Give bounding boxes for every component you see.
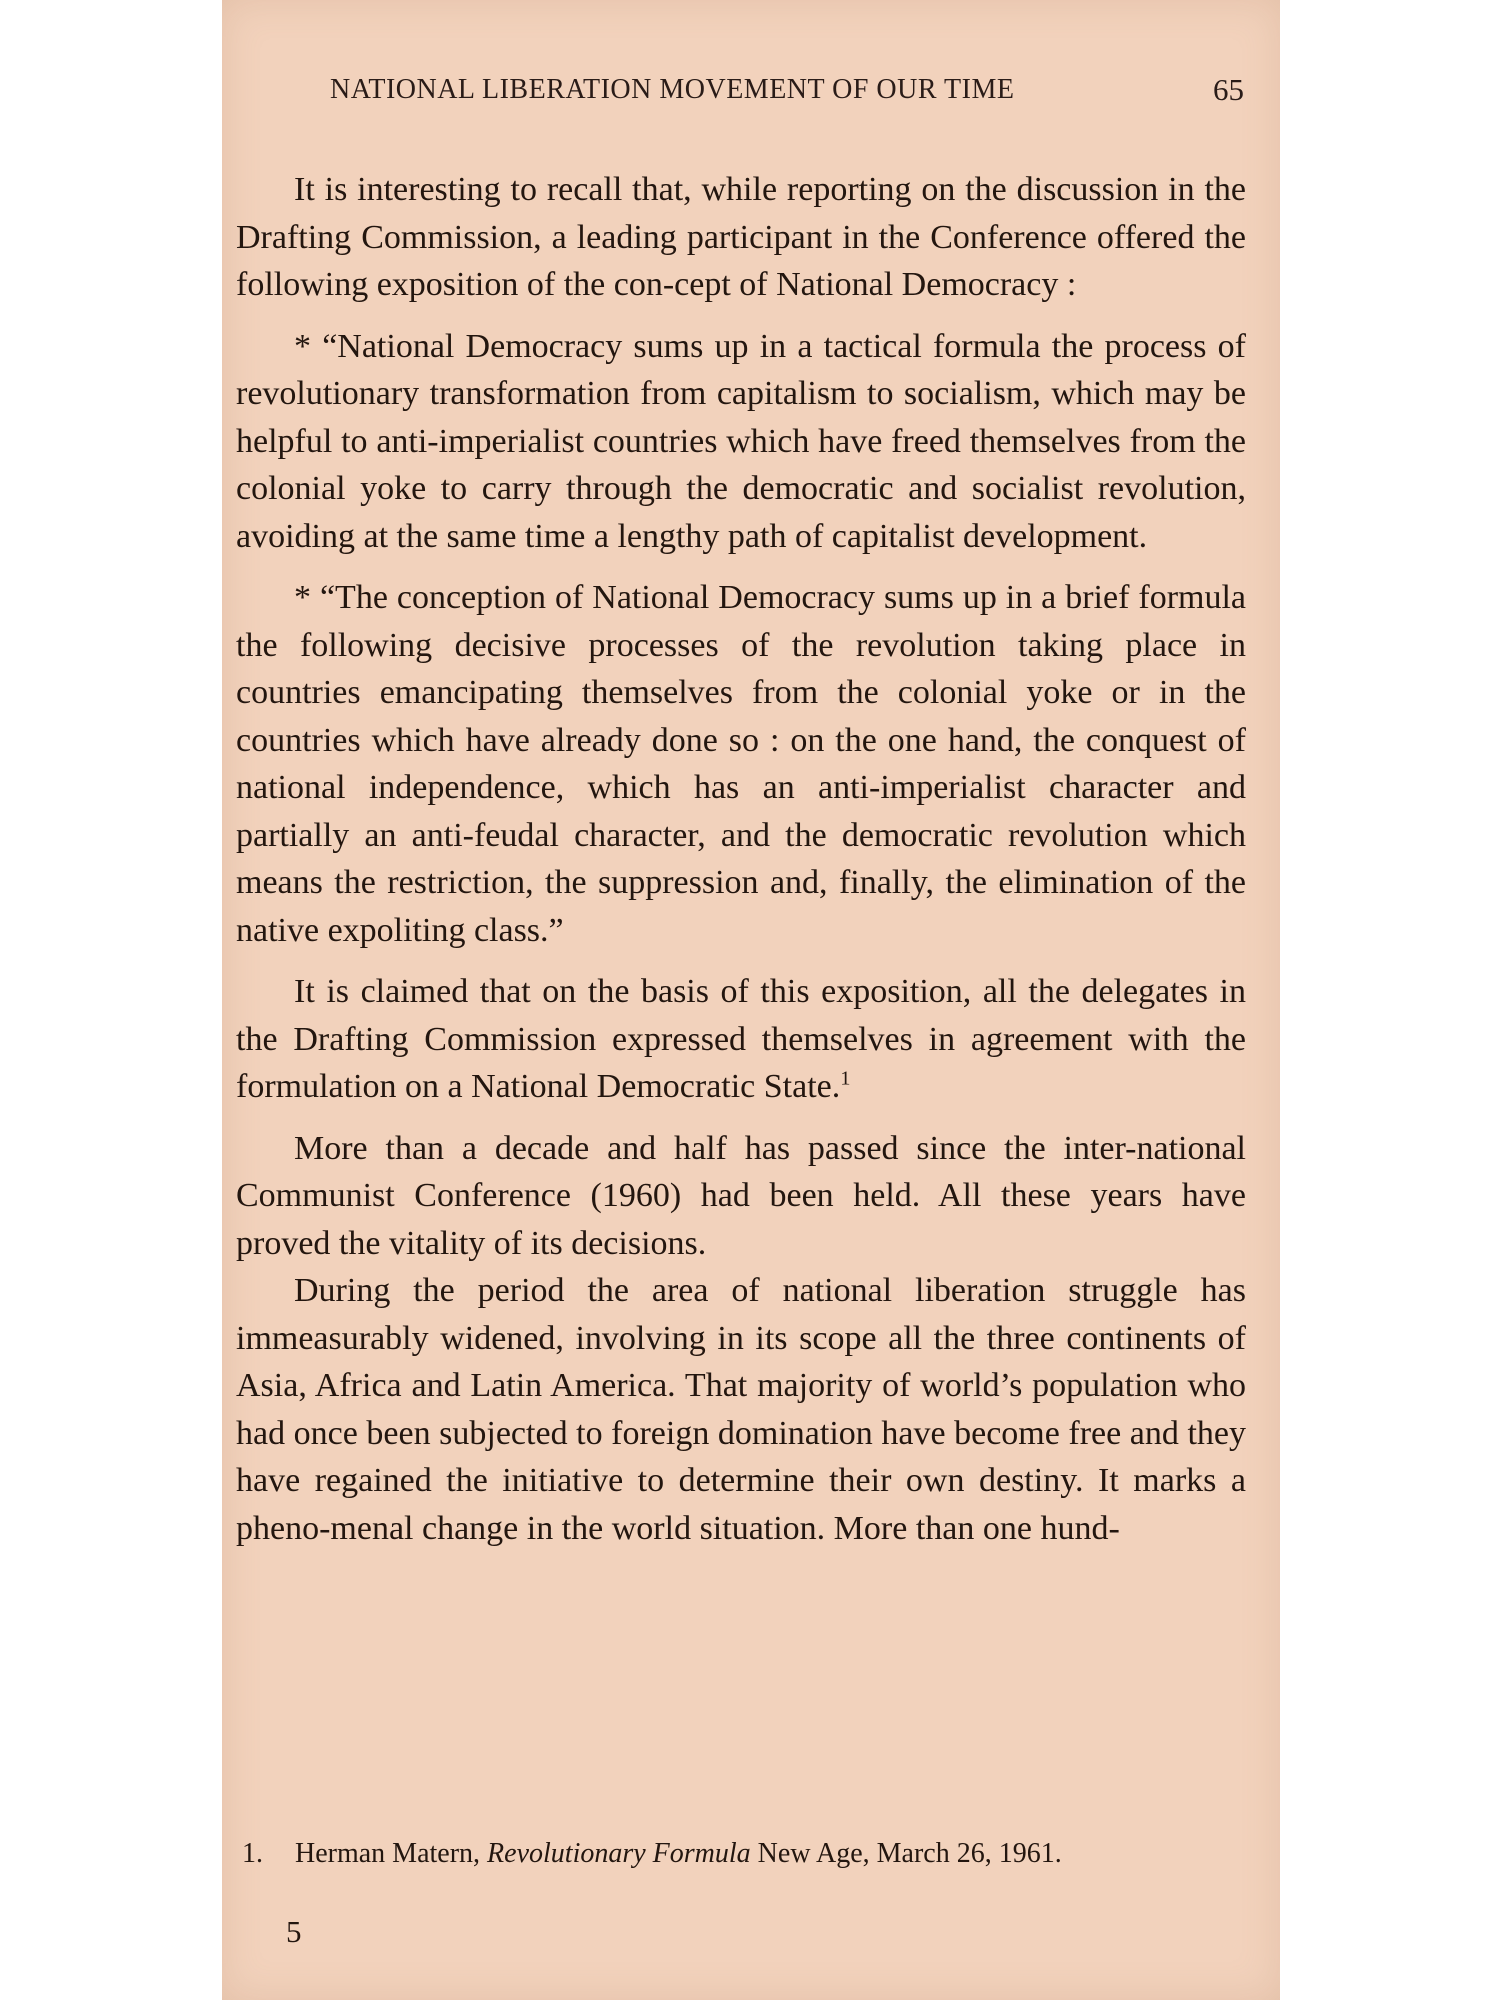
quote-paragraph-2: * “The conception of National Democracy sums up in a brief formula the following decisive processes of the revolution taking place in countries emancipating themselves from the colonial yoke or in the countries which have already done so : on the one hand, the conquest of national independence, which has an anti-imperialist character and partially an anti-feudal character, and the democratic revolution which means the restriction, the suppression and, finally, the elimination of the native expoliting class.” <box>236 579 1246 949</box>
paragraph-period: During the period the area of national liberation struggle has immeasurably widened, involving in its scope all the three continents of Asia, Africa and Latin America. That majority of world’s population who had once been subjected to foreign domination have become free and they have regained the initiative to determine their own destiny. It marks a pheno-menal change in the world situation. More than one hund- <box>236 1272 1246 1547</box>
show-through-rule <box>222 0 1280 4</box>
book-page <box>222 0 1280 2000</box>
signature-mark: 5 <box>286 1914 302 1949</box>
paragraph-decade: More than a decade and half has passed since the inter-national Communist Conference (1960) had been held. All these years have proved the vitality of its decisions. <box>236 1129 1246 1262</box>
footnote-author: Herman Matern, <box>295 1838 481 1869</box>
running-title: NATIONAL LIBERATION MOVEMENT OF OUR TIME <box>330 74 1015 105</box>
footnote <box>242 1838 1222 1870</box>
running-header <box>330 70 1244 114</box>
paragraph-claim-text: It is claimed that on the basis of this exposition, all the delegates in the Drafting Commission expressed themselves in agreement with the formulation on a National Democratic State. <box>236 973 1246 1105</box>
page-number: 65 <box>1213 72 1244 107</box>
footnote-title: Revolutionary Formula <box>487 1838 751 1869</box>
footnote-source: New Age, March 26, 1961. <box>757 1838 1062 1869</box>
quote-paragraph-1: * “National Democracy sums up in a tactical formula the process of revolutionary transformation from capitalism to socialism, which may be helpful to anti-imperialist countries which have freed themselves from the colonial yoke to carry through the democratic and socialist revolution, avoiding at the same time a lengthy path of capitalist development. <box>236 327 1246 555</box>
paragraph-claim <box>236 968 1246 1111</box>
footnote-mark: 1 <box>840 1067 851 1090</box>
paragraph-intro: It is interesting to recall that, while reporting on the discussion in the Drafting Commission, a leading participant in the Conference offered the following exposition of the con-cept of National Democracy : <box>236 171 1246 303</box>
footnote-number: 1. <box>242 1838 263 1869</box>
body-text <box>236 166 1246 1552</box>
